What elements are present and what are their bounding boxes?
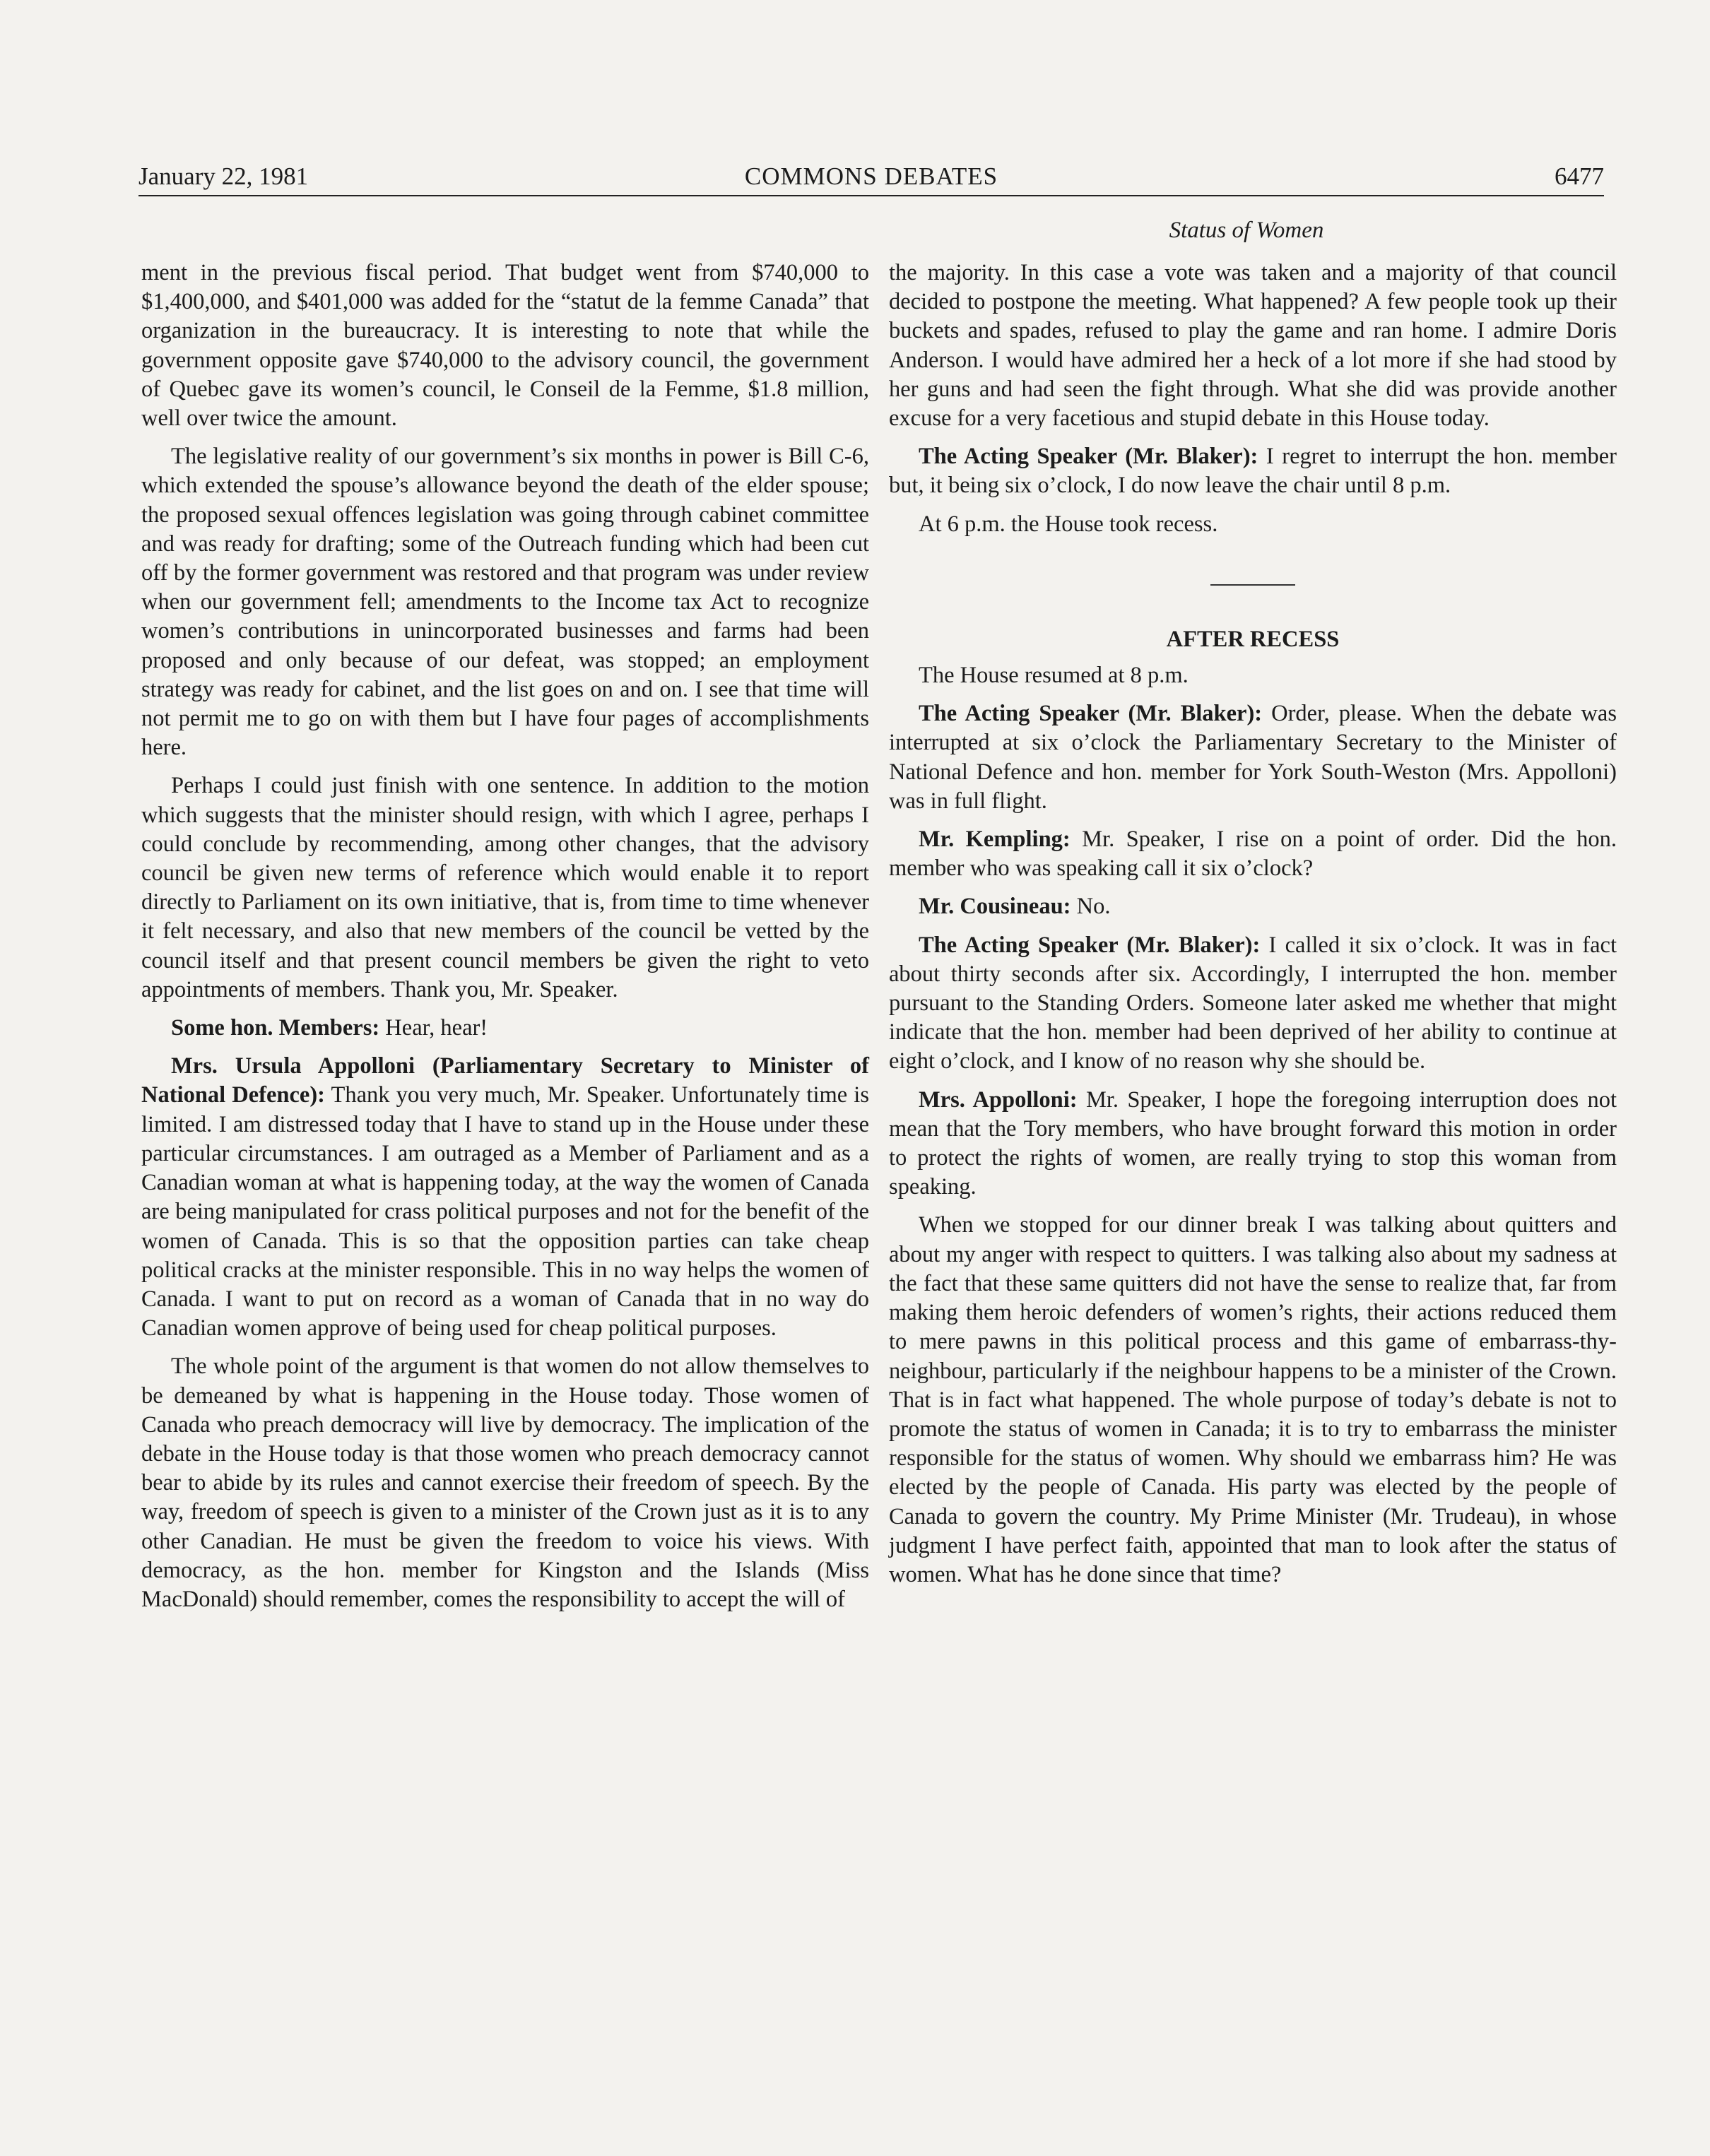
paragraph-text: I called it six o’clock. It was in fact about thirty seconds after six. Accordingly, I interrupted the hon. member pursuant to the Standing Orders. Someone later asked me whether that might indicate that the hon. member had been deprived of her ability to continue at eight o’clock, and I know of no reason why she should be. bbox=[889, 932, 1617, 1074]
speaker-name: Mrs. Ursula Appolloni (Parliamentary Secretary to Minister of National Defence): bbox=[141, 1053, 869, 1108]
paragraph-text: the majority. In this case a vote was taken and a majority of that council decided to postpone the meeting. What happened? A few people took up their buckets and spades, refused to play the game and ran home. I admire Doris Anderson. I would have admired her a heck of a lot more if she had stood by her guns and had seen the fight through. What she did was provide another excuse for a very facetious and stupid debate in this House today. bbox=[889, 260, 1617, 432]
paragraph bbox=[889, 699, 1617, 816]
paragraph-text: The whole point of the argument is that women do not allow themselves to be demeaned by what is happening in the House today. Those women of Canada who preach democracy will live by democracy. The implication of the debate in the House today is that those women who preach democracy cannot bear to abide by its rules and cannot exercise their freedom of speech. By the way, freedom of speech is given to a minister of the Crown just as it is to any other Canadian. He must be given the freedom to voice his views. With democracy, as the hon. member for Kingston and the Islands (Miss MacDonald) should remember, comes the responsibility to accept the will of bbox=[141, 1354, 869, 1612]
speaker-name: Mrs. Appolloni: bbox=[919, 1086, 1078, 1113]
paragraph-text: Order, please. When the debate was interrupted at six o’clock the Parliamentary Secretary to the Minister of National Defence and hon. member for York South-Weston (Mrs. Appolloni) was in full flight. bbox=[889, 701, 1617, 814]
paragraph-text: Perhaps I could just finish with one sentence. In addition to the motion which suggests that the minister should resign, with which I agree, perhaps I could conclude by recommending, among other changes, that the advisory council be given new terms of reference which would enable it to report directly to Parliament on its own initiative, that is, from time to time whenever it felt necessary, and also that new members of the council be vetted by the council itself and that present council members be given the right to veto appointments of members. Thank you, Mr. Speaker. bbox=[141, 773, 869, 1002]
speaker-name: Some hon. Members: bbox=[171, 1015, 380, 1041]
right-column bbox=[889, 259, 1617, 1599]
paragraph bbox=[141, 442, 869, 762]
paragraph-text: Mr. Speaker, I rise on a point of order. Did the hon. member who was speaking call it six o’clock? bbox=[889, 827, 1617, 882]
paragraph bbox=[889, 892, 1617, 921]
running-head: Status of Women bbox=[1169, 218, 1324, 243]
paragraph bbox=[889, 931, 1617, 1077]
right-column-top bbox=[889, 259, 1617, 539]
paragraph bbox=[889, 1211, 1617, 1589]
paragraph-text: The House resumed at 8 p.m. bbox=[919, 663, 1189, 689]
paragraph bbox=[141, 771, 869, 1005]
paragraph-text: Thank you very much, Mr. Speaker. Unfortunately time is limited. I am distressed today that I have to stand up in the House under these particular circumstances. I am outraged as a Member of Parliament and as a Canadian woman at what is happening today, at the way the women of Canada are being manipulated for crass political purposes and not for the benefit of the women of Canada. This is so that the opposition parties can take cheap political cracks at the minister responsible. This in no way helps the women of Canada. I want to put on record as a woman of Canada that in no way do Canadian women approve of being used for cheap political purposes. bbox=[141, 1082, 869, 1341]
paragraph bbox=[141, 1052, 869, 1343]
paragraph bbox=[141, 1014, 869, 1043]
section-divider bbox=[1210, 584, 1295, 586]
paragraph-text: ment in the previous fiscal period. That budget went from $740,000 to $1,400,000, and $401,000 was added for the “statut de la femme Canada” that organization in the bureaucracy. It is interesting to note that while the government opposite gave $740,000 to the advisory council, the government of Quebec gave its women’s council, le Conseil de la Femme, $1.8 million, well over twice the amount. bbox=[141, 260, 869, 432]
paragraph-text: When we stopped for our dinner break I was talking about quitters and about my anger with respect to quitters. I was talking also about my sadness at the fact that these same quitters did not have the sense to realize that, far from making them heroic defenders of women’s rights, their actions reduced them to mere pawns in this political process and this game of embarrass-thy-neighbour, particularly if the neighbour happens to be a minister of the Crown. That is in fact what happened. The whole purpose of today’s debate is not to promote the status of women in Canada; it is to try to embarrass the minister responsible for the status of women. Why should we embarrass him? He was elected by the people of Canada. His party was elected by the people of Canada to govern the country. My Prime Minister (Mr. Trudeau), in whose judgment I have perfect faith, appointed that man to look after the status of women. What has he done since that time? bbox=[889, 1212, 1617, 1587]
header-title: COMMONS DEBATES bbox=[744, 162, 998, 190]
paragraph-text: I regret to interrupt the hon. member but, it being six o’clock, I do now leave the chair until 8 p.m. bbox=[889, 444, 1617, 499]
paragraph bbox=[141, 259, 869, 433]
paragraph-text: The legislative reality of our government’s six months in power is Bill C-6, which extended the spouse’s allowance beyond the death of the elder spouse; the proposed sexual offences legislation was going through cabinet committee and was ready for drafting; some of the Outreach funding which had been cut off by the former government was restored and that program was under review when our government fell; amendments to the Income tax Act to recognize women’s contributions in unincorporated businesses and farms had been proposed and only because of our defeat, was stopped; an employment strategy was ready for cabinet, and the list goes on and on. I see that time will not permit me to go on with them but I have four pages of accomplishments here. bbox=[141, 444, 869, 761]
paragraph bbox=[889, 1086, 1617, 1202]
speaker-name: The Acting Speaker (Mr. Blaker): bbox=[919, 444, 1258, 470]
paragraph-text: Mr. Speaker, I hope the foregoing interruption does not mean that the Tory members, who have brought forward this motion in order to protect the rights of women, are really trying to stop this woman from speaking. bbox=[889, 1086, 1617, 1200]
paragraph bbox=[889, 825, 1617, 883]
speaker-name: The Acting Speaker (Mr. Blaker): bbox=[919, 701, 1263, 727]
paragraph bbox=[889, 510, 1617, 539]
paragraph bbox=[889, 259, 1617, 433]
speaker-name: The Acting Speaker (Mr. Blaker): bbox=[919, 932, 1261, 958]
paragraph-text: No. bbox=[1076, 894, 1111, 920]
paragraph bbox=[141, 1352, 869, 1614]
right-column-bottom bbox=[889, 661, 1617, 1589]
paragraph-text: Hear, hear! bbox=[385, 1015, 488, 1041]
speaker-name: Mr. Cousineau: bbox=[919, 894, 1071, 920]
paragraph-text: At 6 p.m. the House took recess. bbox=[919, 511, 1218, 537]
header-page-number: 6477 bbox=[1555, 162, 1604, 190]
header-date: January 22, 1981 bbox=[138, 162, 309, 190]
paragraph bbox=[889, 442, 1617, 500]
page-header bbox=[138, 162, 1604, 196]
left-column bbox=[141, 259, 869, 1623]
section-heading: AFTER RECESS bbox=[1166, 626, 1340, 652]
speaker-name: Mr. Kempling: bbox=[919, 827, 1071, 853]
paragraph bbox=[889, 661, 1617, 690]
